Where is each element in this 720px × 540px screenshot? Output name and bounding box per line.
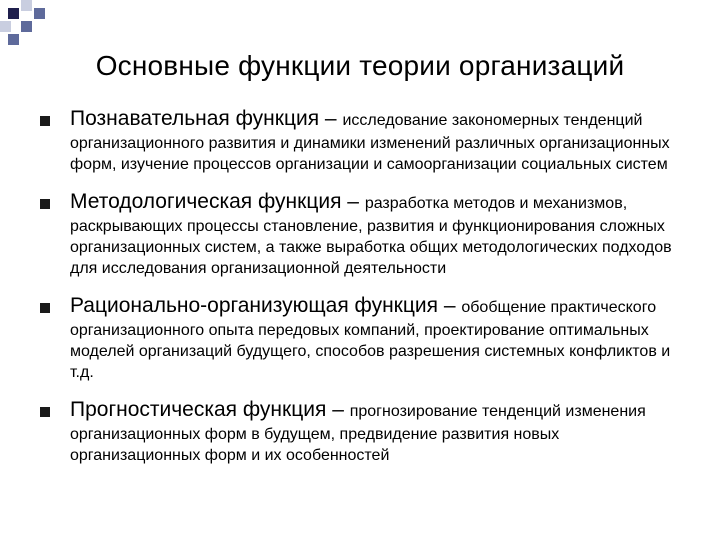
item-term: Методологическая функция [70,190,342,213]
bullet-square [40,303,50,313]
bullet-square [40,116,50,126]
list-item [40,291,680,383]
decor-square [0,21,11,32]
list-item [40,395,680,466]
decor-square [34,8,45,19]
list-item [40,187,680,279]
decor-square [21,0,32,11]
list-item [40,104,680,175]
item-dash: – [319,107,343,130]
item-text: обобщение практического организационного опыта передовых компаний, проектирование оптимальных моделей организаций будущего, способов разрешения системных конфликтов и т.д. [70,299,671,381]
decor-square [21,21,32,32]
item-term: Познавательная функция [70,107,320,130]
item-text: прогнозирование тенденций изменения организационных форм в будущем, предвидение развития новых организационных форм и их особенностей [70,403,646,464]
slide-title: Основные функции теории организаций [95,50,625,81]
bullet-square [40,407,50,417]
item-term: Прогностическая функция [70,398,327,421]
decor-square [8,34,19,45]
functions-list [40,104,680,478]
decor-square [8,8,19,19]
item-text: исследование закономерных тенденций организационного развития и динамики изменений различных организационных форм, изучение процессов организации и самоорганизации социальных систем [70,112,670,173]
item-dash: – [438,294,462,317]
item-dash: – [341,190,365,213]
item-term: Рационально-организующая функция [70,294,438,317]
bullet-square [40,199,50,209]
item-text: разработка методов и механизмов, раскрывающих процессы становление, развития и функционирования сложных организационных систем, а также выработка общих методологических подходов для исследования организационной деятельности [70,195,672,277]
item-dash: – [326,398,350,421]
